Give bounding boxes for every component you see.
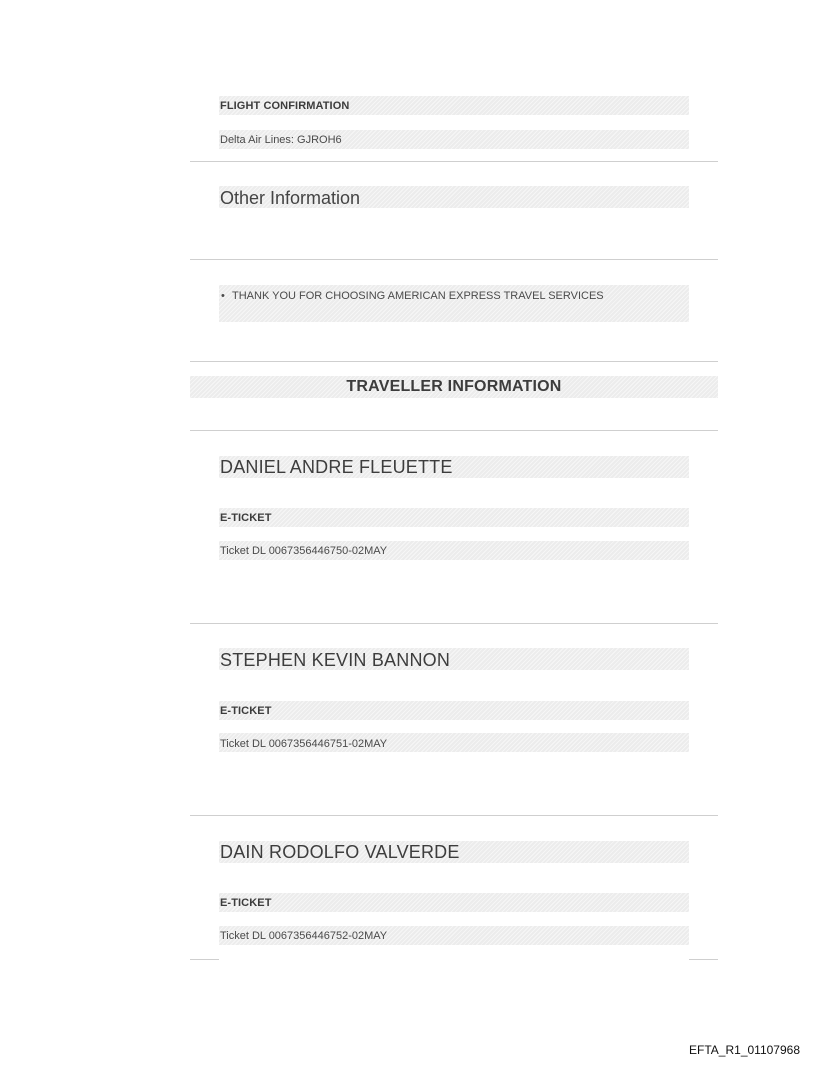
- airline-confirmation-line: Delta Air Lines: GJROH6: [220, 134, 342, 146]
- divider: [190, 259, 718, 260]
- eticket-label-band: [219, 701, 689, 720]
- traveller-name: STEPHEN KEVIN BANNON: [220, 650, 451, 670]
- traveller-name: DANIEL ANDRE FLEUETTE: [220, 457, 453, 477]
- eticket-label-band: [219, 893, 689, 912]
- divider: [190, 430, 718, 431]
- other-information-heading: Other Information: [220, 188, 361, 208]
- divider-fragment-left: [190, 959, 219, 960]
- divider: [190, 623, 718, 624]
- eticket-label: E-TICKET: [220, 512, 272, 524]
- divider: [190, 815, 718, 816]
- flight-confirmation-label: FLIGHT CONFIRMATION: [220, 100, 350, 112]
- traveller-information-title: TRAVELLER INFORMATION: [346, 378, 562, 395]
- ticket-number: Ticket DL 0067356446750-02MAY: [220, 545, 388, 557]
- thank-you-note: THANK YOU FOR CHOOSING AMERICAN EXPRESS TRAVEL SERVICES: [232, 290, 604, 302]
- bullet-icon: •: [221, 290, 225, 302]
- document-id: EFTA_R1_01107968: [689, 1043, 800, 1057]
- eticket-label: E-TICKET: [220, 705, 272, 717]
- eticket-label-band: [219, 508, 689, 527]
- traveller-name: DAIN RODOLFO VALVERDE: [220, 842, 460, 862]
- divider: [190, 161, 718, 162]
- divider: [190, 361, 718, 362]
- ticket-number: Ticket DL 0067356446751-02MAY: [220, 738, 388, 750]
- divider-fragment-right: [689, 959, 718, 960]
- ticket-number: Ticket DL 0067356446752-02MAY: [220, 930, 388, 942]
- eticket-label: E-TICKET: [220, 897, 272, 909]
